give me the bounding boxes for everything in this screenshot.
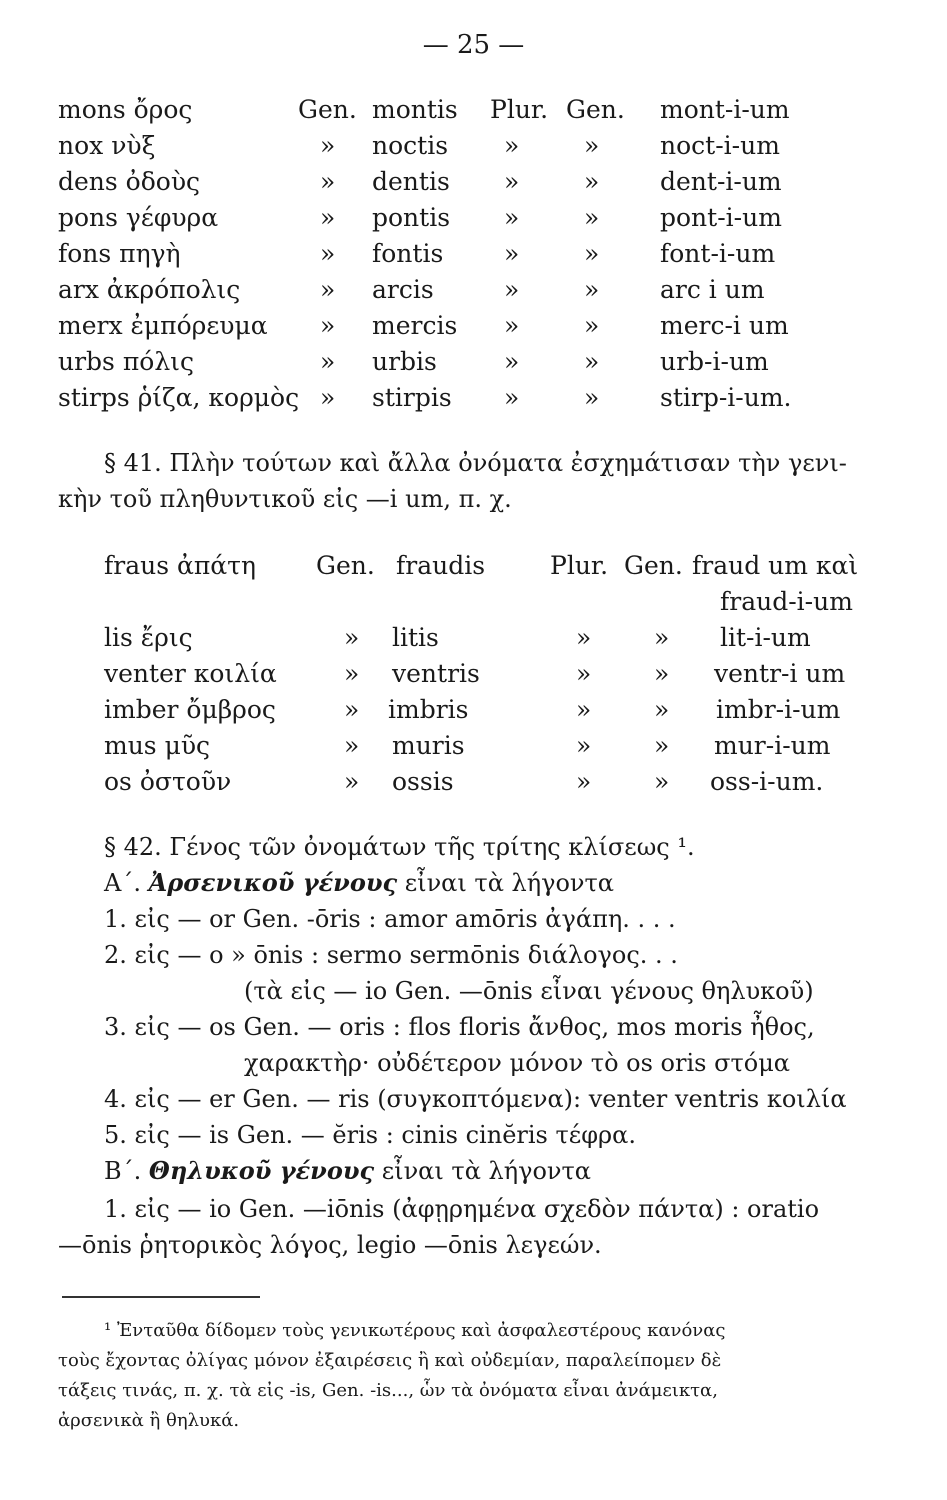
genitive: pontis <box>372 203 451 232</box>
rule-continuation: —ōnis ῥητορικὸς λόγος, legio —ōnis λεγεών. <box>58 1231 602 1259</box>
rule-line: 5. εἰς — is Gen. — ĕris : cinis cinĕris τέφρα. <box>104 1121 636 1149</box>
plural-genitive-form: mur-i-um <box>714 731 831 760</box>
gen-label: » <box>320 167 336 196</box>
plur-gen-label: » <box>584 203 600 232</box>
genitive: litis <box>392 623 439 652</box>
gen-label: » <box>320 203 336 232</box>
gen-label: » <box>320 131 336 160</box>
plural-genitive-form: ventr-i um <box>714 659 846 688</box>
plur-gen-label: Gen. <box>624 551 683 580</box>
gen-label: » <box>320 311 336 340</box>
gen-label: » <box>320 239 336 268</box>
gen-label: Gen. <box>298 95 357 124</box>
plur-gen-label: » <box>654 623 670 652</box>
nominative: stirps ῥίζα, κορμὸς <box>58 383 300 412</box>
nominative: mus μῦς <box>104 731 211 760</box>
plural-genitive-form-alt: fraud-i-um <box>720 587 853 616</box>
plur-label: » <box>576 731 592 760</box>
nominative: os ὀστοῦν <box>104 767 232 796</box>
footnote-line: τοὺς ἔχοντας ὀλίγας μόνον ἐξαιρέσεις ἢ καὶ οὐδεμίαν, παραλείπομεν δὲ <box>58 1350 722 1371</box>
nominative: lis ἔρις <box>104 623 193 652</box>
plur-gen-label: » <box>584 383 600 412</box>
gen-label: » <box>344 767 360 796</box>
genitive: dentis <box>372 167 450 196</box>
plur-label: » <box>576 695 592 724</box>
gen-label: » <box>344 731 360 760</box>
genitive: ossis <box>392 767 454 796</box>
plural-genitive-form: stirp-i-um. <box>660 383 792 412</box>
plur-label: Plur. <box>490 95 549 124</box>
plural-genitive-form: pont-i-um <box>660 203 782 232</box>
nominative: dens ὀδοὺς <box>58 167 201 196</box>
rule-line: 1. εἰς — or Gen. -ōris : amor amōris ἀγάπη. . . . <box>104 905 676 933</box>
gen-label: » <box>344 623 360 652</box>
nominative: pons γέφυρα <box>58 203 219 232</box>
footnote-line: τάξεις τινάς, π. χ. τὰ εἰς -is, Gen. -is..., ὧν τὰ ὀνόματα εἶναι ἀνάμεικτα, <box>58 1380 718 1401</box>
section-42-heading: § 42. Γένος τῶν ὀνομάτων τῆς τρίτης κλίσεως ¹. <box>104 833 695 861</box>
genitive: stirpis <box>372 383 452 412</box>
nominative: nox νὺξ <box>58 131 156 160</box>
genitive: ventris <box>392 659 480 688</box>
plur-label: » <box>576 623 592 652</box>
footnote-line: ἀρσενικὰ ἢ θηλυκά. <box>58 1410 240 1431</box>
plural-genitive-form: dent-i-um <box>660 167 782 196</box>
rule-line: 1. εἰς — io Gen. —iōnis (ἀφῃρημένα σχεδὸν πάντα) : oratio <box>104 1195 820 1223</box>
gen-label: » <box>344 695 360 724</box>
genitive: fontis <box>372 239 444 268</box>
plur-gen-label: Gen. <box>566 95 625 124</box>
nominative: imber ὄμβρος <box>104 695 276 724</box>
plural-genitive-form: urb-i-um <box>660 347 769 376</box>
gen-label: Gen. <box>316 551 375 580</box>
nominative: venter κοιλία <box>104 659 277 688</box>
plur-gen-label: » <box>584 167 600 196</box>
nominative: fraus ἀπάτη <box>104 551 256 580</box>
plural-genitive-form: imbr-i-um <box>716 695 841 724</box>
genitive: montis <box>372 95 458 124</box>
genitive: noctis <box>372 131 449 160</box>
plur-gen-label: » <box>654 695 670 724</box>
plur-label: » <box>504 275 520 304</box>
genitive: fraudis <box>396 551 486 580</box>
plur-label: » <box>504 347 520 376</box>
rule-note: (τὰ εἰς — io Gen. —ōnis εἶναι γένους θηλυκοῦ) <box>244 977 814 1005</box>
plural-genitive-form: merc-i um <box>660 311 789 340</box>
plur-gen-label: » <box>584 275 600 304</box>
plur-gen-label: » <box>584 239 600 268</box>
nominative: urbs πόλις <box>58 347 194 376</box>
plur-label: » <box>576 767 592 796</box>
rule-line: 3. εἰς — os Gen. — oris : flos floris ἄνθος, mos moris ἦθος, <box>104 1013 815 1041</box>
plural-genitive-form: font-i-um <box>660 239 776 268</box>
genitive: arcis <box>372 275 434 304</box>
genitive: urbis <box>372 347 437 376</box>
plur-label: Plur. <box>550 551 609 580</box>
page-number: — 25 — <box>422 30 525 60</box>
feminine-gender-label: Θηλυκοῦ γένους <box>148 1156 375 1185</box>
plur-label: » <box>504 239 520 268</box>
plur-gen-label: » <box>654 731 670 760</box>
masculine-gender-label: Ἀρσενικοῦ γένους <box>148 868 398 897</box>
plur-label: » <box>504 131 520 160</box>
plur-label: » <box>504 311 520 340</box>
footnote-divider <box>62 1296 260 1298</box>
gen-label: » <box>344 659 360 688</box>
rule-line: 2. εἰς — o » ōnis : sermo sermōnis διάλογος. . . <box>104 941 678 969</box>
plur-gen-label: » <box>654 767 670 796</box>
plural-genitive-form: arc i um <box>660 275 765 304</box>
genitive: mercis <box>372 311 458 340</box>
genitive: imbris <box>388 695 469 724</box>
gen-label: » <box>320 347 336 376</box>
plur-label: » <box>504 203 520 232</box>
plural-genitive-form: fraud um καὶ <box>692 551 859 580</box>
plur-label: » <box>576 659 592 688</box>
plur-gen-label: » <box>584 131 600 160</box>
plural-genitive-form: lit-i-um <box>720 623 811 652</box>
section-41-line-1: § 41. Πλὴν τούτων καὶ ἄλλα ὀνόματα ἐσχημάτισαν τὴν γενι- <box>104 449 847 477</box>
plur-label: » <box>504 383 520 412</box>
plural-genitive-form: noct-i-um <box>660 131 780 160</box>
plural-genitive-form: oss-i-um. <box>710 767 824 796</box>
plural-genitive-form: mont-i-um <box>660 95 790 124</box>
section-41-line-2: κὴν τοῦ πληθυντικοῦ εἰς —i um, π. χ. <box>58 485 512 513</box>
rule-continuation: χαρακτὴρ· οὐδέτερον μόνον τὸ os oris στόμα <box>244 1049 791 1077</box>
nominative: merx ἐμπόρευμα <box>58 311 268 340</box>
nominative: fons πηγὴ <box>58 239 181 268</box>
rule-line: 4. εἰς — er Gen. — ris (συγκοπτόμενα): venter ventris κοιλία <box>104 1085 847 1113</box>
gen-label: » <box>320 383 336 412</box>
gen-label: » <box>320 275 336 304</box>
plur-gen-label: » <box>584 347 600 376</box>
plur-label: » <box>504 167 520 196</box>
nominative: arx ἀκρόπολις <box>58 275 241 304</box>
feminine-heading: Β΄. Θηλυκοῦ γένους εἶναι τὰ λήγοντα <box>104 1156 591 1185</box>
genitive: muris <box>392 731 465 760</box>
plur-gen-label: » <box>584 311 600 340</box>
plur-gen-label: » <box>654 659 670 688</box>
footnote-line: ¹ Ἐνταῦθα δίδομεν τοὺς γενικωτέρους καὶ ἀσφαλεστέρους κανόνας <box>104 1320 726 1341</box>
masculine-heading: Α΄. Ἀρσενικοῦ γένους εἶναι τὰ λήγοντα <box>104 868 614 897</box>
nominative: mons ὄρος <box>58 95 193 124</box>
